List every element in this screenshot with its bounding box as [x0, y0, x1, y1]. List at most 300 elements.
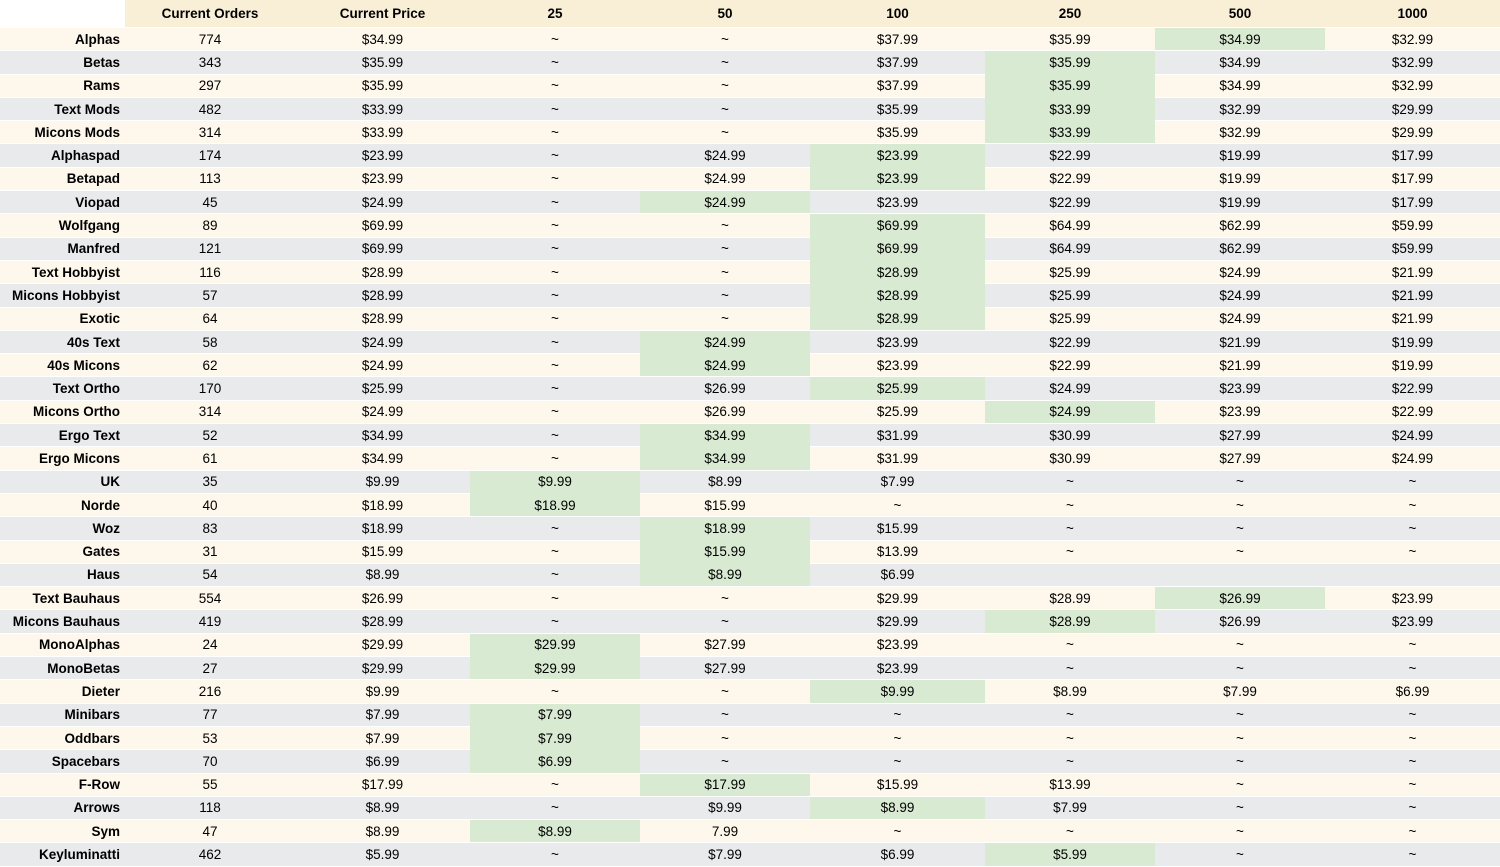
tier-price-cell[interactable]: ~ — [470, 610, 640, 633]
price-cell[interactable]: $35.99 — [295, 74, 470, 97]
row-label[interactable]: Norde — [0, 493, 125, 516]
best-price-cell[interactable]: $8.99 — [640, 563, 810, 586]
tier-price-cell[interactable]: $6.99 — [1325, 680, 1500, 703]
best-price-cell[interactable]: $33.99 — [985, 121, 1155, 144]
row-label[interactable]: Alphas — [0, 28, 125, 51]
row-label[interactable]: Ergo Micons — [0, 447, 125, 470]
tier-price-cell[interactable]: $27.99 — [640, 657, 810, 680]
row-label[interactable]: Oddbars — [0, 726, 125, 749]
tier-price-cell[interactable] — [1155, 563, 1325, 586]
tier-price-cell[interactable]: ~ — [985, 633, 1155, 656]
tier-price-cell[interactable]: ~ — [640, 726, 810, 749]
tier-price-cell[interactable]: $7.99 — [985, 796, 1155, 819]
tier-price-cell[interactable]: ~ — [470, 424, 640, 447]
orders-cell[interactable]: 54 — [125, 563, 295, 586]
orders-cell[interactable]: 52 — [125, 424, 295, 447]
column-header[interactable]: 50 — [640, 0, 810, 28]
tier-price-cell[interactable]: $22.99 — [985, 330, 1155, 353]
orders-cell[interactable]: 216 — [125, 680, 295, 703]
tier-price-cell[interactable]: ~ — [470, 191, 640, 214]
tier-price-cell[interactable]: $21.99 — [1155, 330, 1325, 353]
tier-price-cell[interactable]: ~ — [470, 587, 640, 610]
tier-price-cell[interactable] — [985, 563, 1155, 586]
tier-price-cell[interactable]: ~ — [470, 237, 640, 260]
tier-price-cell[interactable]: ~ — [470, 307, 640, 330]
tier-price-cell[interactable]: $7.99 — [1155, 680, 1325, 703]
tier-price-cell[interactable]: $35.99 — [810, 121, 985, 144]
tier-price-cell[interactable]: $21.99 — [1325, 260, 1500, 283]
best-price-cell[interactable]: $7.99 — [470, 703, 640, 726]
column-header[interactable]: Current Orders — [125, 0, 295, 28]
row-label[interactable]: Betas — [0, 51, 125, 74]
tier-price-cell[interactable]: $24.99 — [1325, 424, 1500, 447]
orders-cell[interactable]: 314 — [125, 121, 295, 144]
orders-cell[interactable]: 554 — [125, 587, 295, 610]
tier-price-cell[interactable]: ~ — [1155, 796, 1325, 819]
best-price-cell[interactable]: $29.99 — [470, 633, 640, 656]
tier-price-cell[interactable]: ~ — [470, 680, 640, 703]
tier-price-cell[interactable]: ~ — [1325, 493, 1500, 516]
tier-price-cell[interactable]: ~ — [985, 493, 1155, 516]
price-cell[interactable]: $23.99 — [295, 167, 470, 190]
tier-price-cell[interactable]: ~ — [470, 400, 640, 423]
tier-price-cell[interactable]: $22.99 — [985, 191, 1155, 214]
tier-price-cell[interactable]: $62.99 — [1155, 214, 1325, 237]
orders-cell[interactable]: 462 — [125, 843, 295, 866]
price-cell[interactable]: $34.99 — [295, 424, 470, 447]
tier-price-cell[interactable]: $26.99 — [640, 400, 810, 423]
price-cell[interactable]: $24.99 — [295, 400, 470, 423]
tier-price-cell[interactable]: $25.99 — [985, 307, 1155, 330]
orders-cell[interactable]: 62 — [125, 354, 295, 377]
tier-price-cell[interactable]: ~ — [470, 377, 640, 400]
row-label[interactable]: Haus — [0, 563, 125, 586]
tier-price-cell[interactable]: ~ — [1325, 796, 1500, 819]
column-header[interactable]: 500 — [1155, 0, 1325, 28]
row-label[interactable]: Micons Hobbyist — [0, 284, 125, 307]
orders-cell[interactable]: 55 — [125, 773, 295, 796]
price-cell[interactable]: $8.99 — [295, 820, 470, 843]
tier-price-cell[interactable]: ~ — [470, 144, 640, 167]
tier-price-cell[interactable]: ~ — [640, 750, 810, 773]
tier-price-cell[interactable]: ~ — [1325, 726, 1500, 749]
tier-price-cell[interactable]: ~ — [470, 843, 640, 866]
tier-price-cell[interactable]: $29.99 — [1325, 97, 1500, 120]
tier-price-cell[interactable]: $32.99 — [1325, 51, 1500, 74]
tier-price-cell[interactable]: $24.99 — [1155, 307, 1325, 330]
tier-price-cell[interactable]: $8.99 — [640, 470, 810, 493]
best-price-cell[interactable]: $29.99 — [470, 657, 640, 680]
tier-price-cell[interactable]: ~ — [470, 167, 640, 190]
corner-header-cell[interactable] — [0, 0, 125, 28]
tier-price-cell[interactable]: $37.99 — [810, 74, 985, 97]
tier-price-cell[interactable]: ~ — [1325, 470, 1500, 493]
column-header[interactable]: 1000 — [1325, 0, 1500, 28]
tier-price-cell[interactable]: $29.99 — [1325, 121, 1500, 144]
orders-cell[interactable]: 57 — [125, 284, 295, 307]
tier-price-cell[interactable]: ~ — [1325, 820, 1500, 843]
best-price-cell[interactable]: $18.99 — [470, 493, 640, 516]
tier-price-cell[interactable]: $23.99 — [1325, 610, 1500, 633]
tier-price-cell[interactable]: ~ — [985, 657, 1155, 680]
orders-cell[interactable]: 121 — [125, 237, 295, 260]
tier-price-cell[interactable]: $31.99 — [810, 424, 985, 447]
orders-cell[interactable]: 47 — [125, 820, 295, 843]
orders-cell[interactable]: 89 — [125, 214, 295, 237]
tier-price-cell[interactable]: $35.99 — [810, 97, 985, 120]
row-label[interactable]: F-Row — [0, 773, 125, 796]
tier-price-cell[interactable]: ~ — [640, 214, 810, 237]
orders-cell[interactable]: 58 — [125, 330, 295, 353]
tier-price-cell[interactable]: $22.99 — [985, 144, 1155, 167]
row-label[interactable]: Exotic — [0, 307, 125, 330]
price-cell[interactable]: $7.99 — [295, 703, 470, 726]
best-price-cell[interactable]: $15.99 — [640, 540, 810, 563]
row-label[interactable]: UK — [0, 470, 125, 493]
tier-price-cell[interactable]: $23.99 — [1155, 377, 1325, 400]
best-price-cell[interactable]: $24.99 — [640, 191, 810, 214]
best-price-cell[interactable]: $34.99 — [640, 447, 810, 470]
tier-price-cell[interactable]: $27.99 — [640, 633, 810, 656]
tier-price-cell[interactable]: ~ — [470, 540, 640, 563]
tier-price-cell[interactable]: ~ — [1155, 773, 1325, 796]
tier-price-cell[interactable]: $59.99 — [1325, 237, 1500, 260]
tier-price-cell[interactable]: $30.99 — [985, 424, 1155, 447]
price-cell[interactable]: $24.99 — [295, 191, 470, 214]
tier-price-cell[interactable]: ~ — [985, 750, 1155, 773]
price-cell[interactable]: $29.99 — [295, 633, 470, 656]
tier-price-cell[interactable]: ~ — [1325, 750, 1500, 773]
price-cell[interactable]: $18.99 — [295, 517, 470, 540]
tier-price-cell[interactable]: $24.99 — [640, 144, 810, 167]
tier-price-cell[interactable]: $26.99 — [640, 377, 810, 400]
tier-price-cell[interactable]: 7.99 — [640, 820, 810, 843]
tier-price-cell[interactable]: ~ — [470, 354, 640, 377]
column-header[interactable]: 25 — [470, 0, 640, 28]
price-cell[interactable]: $6.99 — [295, 750, 470, 773]
tier-price-cell[interactable]: $13.99 — [810, 540, 985, 563]
row-label[interactable]: Dieter — [0, 680, 125, 703]
orders-cell[interactable]: 419 — [125, 610, 295, 633]
tier-price-cell[interactable]: $7.99 — [640, 843, 810, 866]
best-price-cell[interactable]: $34.99 — [640, 424, 810, 447]
row-label[interactable]: Text Ortho — [0, 377, 125, 400]
tier-price-cell[interactable]: $17.99 — [1325, 144, 1500, 167]
row-label[interactable]: Micons Mods — [0, 121, 125, 144]
tier-price-cell[interactable]: ~ — [640, 260, 810, 283]
price-cell[interactable]: $8.99 — [295, 563, 470, 586]
best-price-cell[interactable]: $5.99 — [985, 843, 1155, 866]
tier-price-cell[interactable]: $22.99 — [1325, 377, 1500, 400]
tier-price-cell[interactable]: $24.99 — [1325, 447, 1500, 470]
tier-price-cell[interactable]: ~ — [1155, 703, 1325, 726]
best-price-cell[interactable]: $35.99 — [985, 51, 1155, 74]
tier-price-cell[interactable]: $6.99 — [810, 563, 985, 586]
tier-price-cell[interactable]: ~ — [640, 51, 810, 74]
tier-price-cell[interactable]: ~ — [985, 540, 1155, 563]
row-label[interactable]: Micons Bauhaus — [0, 610, 125, 633]
price-cell[interactable]: $15.99 — [295, 540, 470, 563]
tier-price-cell[interactable]: $26.99 — [1155, 610, 1325, 633]
tier-price-cell[interactable]: ~ — [470, 28, 640, 51]
orders-cell[interactable]: 170 — [125, 377, 295, 400]
best-price-cell[interactable]: $8.99 — [810, 796, 985, 819]
price-cell[interactable]: $25.99 — [295, 377, 470, 400]
best-price-cell[interactable]: $23.99 — [810, 167, 985, 190]
tier-price-cell[interactable]: ~ — [1325, 657, 1500, 680]
orders-cell[interactable]: 774 — [125, 28, 295, 51]
row-label[interactable]: MonoBetas — [0, 657, 125, 680]
tier-price-cell[interactable]: ~ — [1155, 493, 1325, 516]
column-header[interactable]: 250 — [985, 0, 1155, 28]
tier-price-cell[interactable]: ~ — [470, 517, 640, 540]
orders-cell[interactable]: 24 — [125, 633, 295, 656]
tier-price-cell[interactable]: $22.99 — [985, 167, 1155, 190]
best-price-cell[interactable]: $24.99 — [640, 354, 810, 377]
tier-price-cell[interactable]: $64.99 — [985, 237, 1155, 260]
row-label[interactable]: Text Bauhaus — [0, 587, 125, 610]
tier-price-cell[interactable]: ~ — [1155, 726, 1325, 749]
best-price-cell[interactable]: $26.99 — [1155, 587, 1325, 610]
tier-price-cell[interactable]: ~ — [470, 74, 640, 97]
tier-price-cell[interactable]: ~ — [810, 493, 985, 516]
column-header[interactable]: Current Price — [295, 0, 470, 28]
price-cell[interactable]: $5.99 — [295, 843, 470, 866]
tier-price-cell[interactable]: ~ — [1155, 820, 1325, 843]
tier-price-cell[interactable]: $19.99 — [1155, 167, 1325, 190]
orders-cell[interactable]: 118 — [125, 796, 295, 819]
row-label[interactable]: Keyluminatti — [0, 843, 125, 866]
tier-price-cell[interactable]: $23.99 — [810, 191, 985, 214]
best-price-cell[interactable]: $69.99 — [810, 214, 985, 237]
price-cell[interactable]: $34.99 — [295, 447, 470, 470]
tier-price-cell[interactable]: ~ — [470, 51, 640, 74]
row-label[interactable]: Wolfgang — [0, 214, 125, 237]
price-cell[interactable]: $23.99 — [295, 144, 470, 167]
best-price-cell[interactable]: $28.99 — [810, 284, 985, 307]
best-price-cell[interactable]: $8.99 — [470, 820, 640, 843]
tier-price-cell[interactable]: ~ — [640, 307, 810, 330]
tier-price-cell[interactable]: ~ — [1325, 843, 1500, 866]
price-cell[interactable]: $29.99 — [295, 657, 470, 680]
tier-price-cell[interactable]: $30.99 — [985, 447, 1155, 470]
tier-price-cell[interactable]: $23.99 — [810, 633, 985, 656]
row-label[interactable]: Spacebars — [0, 750, 125, 773]
tier-price-cell[interactable]: $27.99 — [1155, 447, 1325, 470]
tier-price-cell[interactable]: ~ — [810, 750, 985, 773]
best-price-cell[interactable]: $33.99 — [985, 97, 1155, 120]
orders-cell[interactable]: 83 — [125, 517, 295, 540]
tier-price-cell[interactable]: ~ — [1155, 843, 1325, 866]
tier-price-cell[interactable]: $13.99 — [985, 773, 1155, 796]
orders-cell[interactable]: 77 — [125, 703, 295, 726]
tier-price-cell[interactable]: ~ — [640, 121, 810, 144]
tier-price-cell[interactable]: ~ — [1325, 517, 1500, 540]
tier-price-cell[interactable]: ~ — [985, 726, 1155, 749]
orders-cell[interactable]: 314 — [125, 400, 295, 423]
price-cell[interactable]: $33.99 — [295, 121, 470, 144]
row-label[interactable]: Woz — [0, 517, 125, 540]
tier-price-cell[interactable]: $22.99 — [1325, 400, 1500, 423]
best-price-cell[interactable]: $25.99 — [810, 377, 985, 400]
tier-price-cell[interactable]: ~ — [640, 587, 810, 610]
row-label[interactable]: Micons Ortho — [0, 400, 125, 423]
tier-price-cell[interactable]: $15.99 — [810, 773, 985, 796]
price-cell[interactable]: $28.99 — [295, 610, 470, 633]
best-price-cell[interactable]: $17.99 — [640, 773, 810, 796]
tier-price-cell[interactable]: ~ — [470, 330, 640, 353]
best-price-cell[interactable]: $6.99 — [470, 750, 640, 773]
tier-price-cell[interactable]: ~ — [1155, 540, 1325, 563]
tier-price-cell[interactable]: ~ — [1155, 517, 1325, 540]
tier-price-cell[interactable]: ~ — [470, 796, 640, 819]
tier-price-cell[interactable]: $31.99 — [810, 447, 985, 470]
row-label[interactable]: MonoAlphas — [0, 633, 125, 656]
orders-cell[interactable]: 116 — [125, 260, 295, 283]
tier-price-cell[interactable]: ~ — [1155, 470, 1325, 493]
tier-price-cell[interactable]: $21.99 — [1325, 284, 1500, 307]
tier-price-cell[interactable]: ~ — [640, 610, 810, 633]
price-cell[interactable]: $8.99 — [295, 796, 470, 819]
tier-price-cell[interactable]: $19.99 — [1325, 330, 1500, 353]
column-header[interactable]: 100 — [810, 0, 985, 28]
tier-price-cell[interactable]: ~ — [985, 820, 1155, 843]
row-label[interactable]: Alphaspad — [0, 144, 125, 167]
row-label[interactable]: Manfred — [0, 237, 125, 260]
tier-price-cell[interactable]: $32.99 — [1325, 28, 1500, 51]
tier-price-cell[interactable]: $25.99 — [985, 260, 1155, 283]
tier-price-cell[interactable]: $17.99 — [1325, 167, 1500, 190]
tier-price-cell[interactable]: ~ — [1325, 540, 1500, 563]
tier-price-cell[interactable]: $7.99 — [810, 470, 985, 493]
tier-price-cell[interactable]: $23.99 — [810, 657, 985, 680]
tier-price-cell[interactable]: ~ — [1155, 657, 1325, 680]
tier-price-cell[interactable]: $35.99 — [985, 28, 1155, 51]
tier-price-cell[interactable]: ~ — [810, 726, 985, 749]
orders-cell[interactable]: 31 — [125, 540, 295, 563]
tier-price-cell[interactable]: ~ — [470, 97, 640, 120]
orders-cell[interactable]: 297 — [125, 74, 295, 97]
price-cell[interactable]: $28.99 — [295, 260, 470, 283]
price-cell[interactable]: $34.99 — [295, 28, 470, 51]
tier-price-cell[interactable]: ~ — [985, 470, 1155, 493]
orders-cell[interactable]: 45 — [125, 191, 295, 214]
price-cell[interactable]: $17.99 — [295, 773, 470, 796]
tier-price-cell[interactable]: $15.99 — [810, 517, 985, 540]
tier-price-cell[interactable]: $37.99 — [810, 51, 985, 74]
tier-price-cell[interactable]: $23.99 — [1155, 400, 1325, 423]
best-price-cell[interactable]: $28.99 — [985, 610, 1155, 633]
orders-cell[interactable]: 61 — [125, 447, 295, 470]
orders-cell[interactable]: 64 — [125, 307, 295, 330]
best-price-cell[interactable]: $35.99 — [985, 74, 1155, 97]
tier-price-cell[interactable]: $19.99 — [1155, 191, 1325, 214]
tier-price-cell[interactable]: ~ — [985, 703, 1155, 726]
row-label[interactable]: Betapad — [0, 167, 125, 190]
tier-price-cell[interactable]: $24.99 — [985, 377, 1155, 400]
tier-price-cell[interactable]: $25.99 — [810, 400, 985, 423]
tier-price-cell[interactable]: ~ — [810, 703, 985, 726]
tier-price-cell[interactable]: $25.99 — [985, 284, 1155, 307]
price-cell[interactable]: $18.99 — [295, 493, 470, 516]
tier-price-cell[interactable]: $22.99 — [985, 354, 1155, 377]
tier-price-cell[interactable]: $24.99 — [1155, 284, 1325, 307]
tier-price-cell[interactable]: ~ — [640, 703, 810, 726]
orders-cell[interactable]: 53 — [125, 726, 295, 749]
row-label[interactable]: Rams — [0, 74, 125, 97]
tier-price-cell[interactable]: $9.99 — [640, 796, 810, 819]
tier-price-cell[interactable]: $32.99 — [1155, 121, 1325, 144]
orders-cell[interactable]: 482 — [125, 97, 295, 120]
price-cell[interactable]: $33.99 — [295, 97, 470, 120]
best-price-cell[interactable]: $24.99 — [985, 400, 1155, 423]
tier-price-cell[interactable]: ~ — [1155, 750, 1325, 773]
row-label[interactable]: 40s Micons — [0, 354, 125, 377]
orders-cell[interactable]: 35 — [125, 470, 295, 493]
tier-price-cell[interactable]: $34.99 — [1155, 74, 1325, 97]
tier-price-cell[interactable]: $19.99 — [1155, 144, 1325, 167]
row-label[interactable]: Text Mods — [0, 97, 125, 120]
tier-price-cell[interactable]: $24.99 — [640, 167, 810, 190]
tier-price-cell[interactable]: ~ — [1155, 633, 1325, 656]
tier-price-cell[interactable]: $19.99 — [1325, 354, 1500, 377]
best-price-cell[interactable]: $9.99 — [810, 680, 985, 703]
tier-price-cell[interactable]: $29.99 — [810, 610, 985, 633]
orders-cell[interactable]: 70 — [125, 750, 295, 773]
price-cell[interactable]: $9.99 — [295, 470, 470, 493]
best-price-cell[interactable]: $7.99 — [470, 726, 640, 749]
price-cell[interactable]: $69.99 — [295, 214, 470, 237]
row-label[interactable]: Arrows — [0, 796, 125, 819]
tier-price-cell[interactable]: $27.99 — [1155, 424, 1325, 447]
tier-price-cell[interactable]: $8.99 — [985, 680, 1155, 703]
tier-price-cell[interactable]: $23.99 — [810, 354, 985, 377]
tier-price-cell[interactable]: ~ — [640, 680, 810, 703]
price-cell[interactable]: $24.99 — [295, 330, 470, 353]
row-label[interactable]: Sym — [0, 820, 125, 843]
tier-price-cell[interactable]: $62.99 — [1155, 237, 1325, 260]
best-price-cell[interactable]: $28.99 — [810, 307, 985, 330]
tier-price-cell[interactable]: $24.99 — [1155, 260, 1325, 283]
row-label[interactable]: Viopad — [0, 191, 125, 214]
price-cell[interactable]: $28.99 — [295, 284, 470, 307]
tier-price-cell[interactable]: $28.99 — [985, 587, 1155, 610]
tier-price-cell[interactable]: $64.99 — [985, 214, 1155, 237]
tier-price-cell[interactable]: $34.99 — [1155, 51, 1325, 74]
tier-price-cell[interactable]: ~ — [1325, 633, 1500, 656]
best-price-cell[interactable]: $9.99 — [470, 470, 640, 493]
tier-price-cell[interactable]: ~ — [640, 28, 810, 51]
tier-price-cell[interactable]: $21.99 — [1155, 354, 1325, 377]
row-label[interactable]: Minibars — [0, 703, 125, 726]
tier-price-cell[interactable]: ~ — [640, 284, 810, 307]
tier-price-cell[interactable]: $32.99 — [1325, 74, 1500, 97]
price-cell[interactable]: $7.99 — [295, 726, 470, 749]
tier-price-cell[interactable]: ~ — [470, 214, 640, 237]
tier-price-cell[interactable]: ~ — [470, 563, 640, 586]
orders-cell[interactable]: 343 — [125, 51, 295, 74]
tier-price-cell[interactable]: $37.99 — [810, 28, 985, 51]
price-cell[interactable]: $69.99 — [295, 237, 470, 260]
tier-price-cell[interactable]: $21.99 — [1325, 307, 1500, 330]
tier-price-cell[interactable]: $6.99 — [810, 843, 985, 866]
orders-cell[interactable]: 174 — [125, 144, 295, 167]
best-price-cell[interactable]: $24.99 — [640, 330, 810, 353]
price-cell[interactable]: $35.99 — [295, 51, 470, 74]
orders-cell[interactable]: 40 — [125, 493, 295, 516]
orders-cell[interactable]: 113 — [125, 167, 295, 190]
tier-price-cell[interactable] — [1325, 563, 1500, 586]
